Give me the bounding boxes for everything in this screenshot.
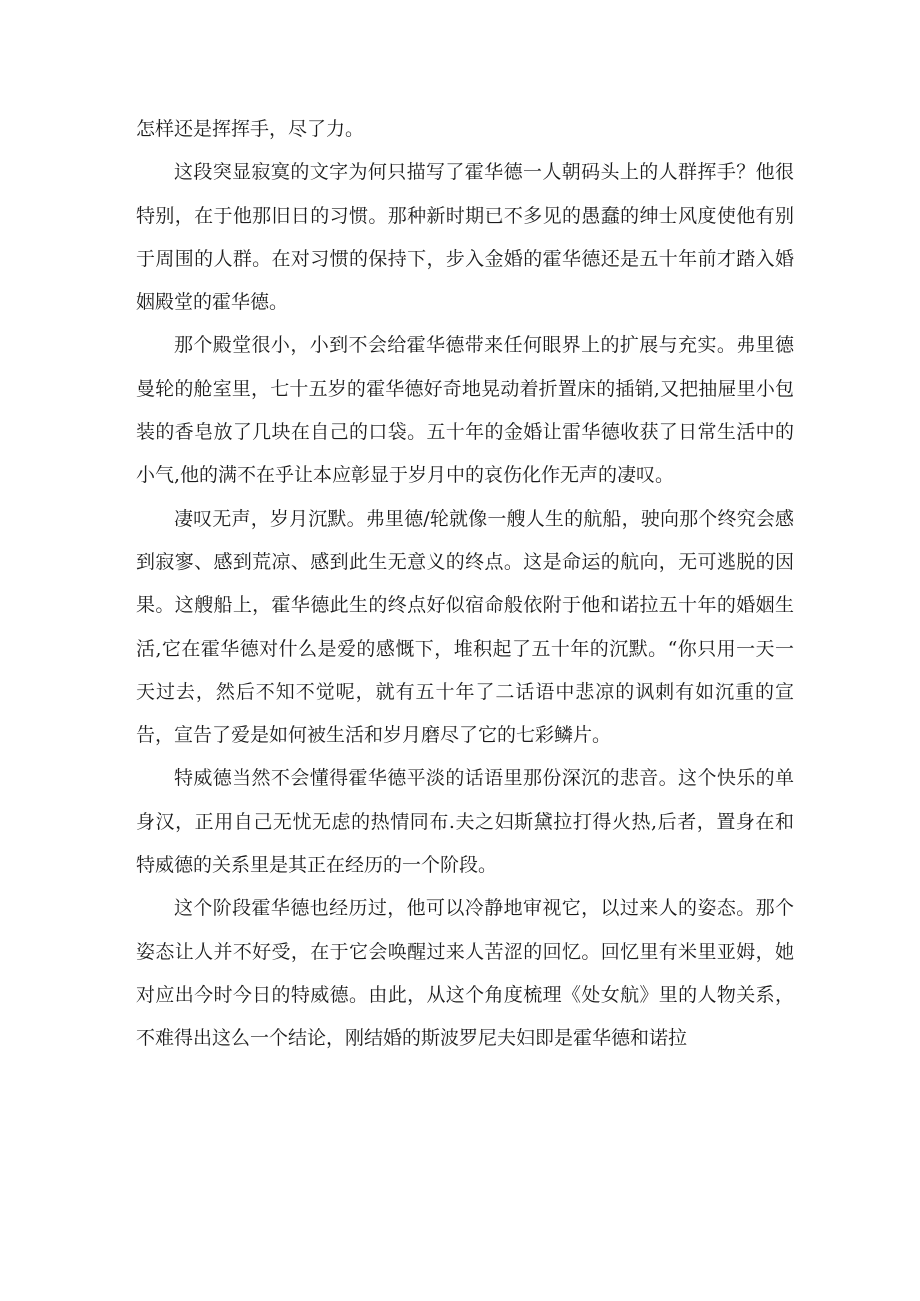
paragraph-continued: 怎样还是挥挥手，尽了力。: [136, 118, 365, 140]
document-page: [136, 108, 794, 1061]
paragraph: 这个阶段霍华德也经历过，他可以冷静地审视它，以过来人的姿态。那个姿态让人并不好受，在于它会唤醒过来人苦涩的回忆。回忆里有米里亚姆，她对应出今时今日的特威德。由此，从这个角度梳理《处女航》里的人物关系，不难得出这么一个结论，刚结婚的斯波罗尼夫妇即是霍华德和诺拉: [136, 897, 794, 1050]
paragraph: 那个殿堂很小，小到不会给霍华德带来任何眼界上的扩展与充实。弗里德曼轮的舱室里，七十五岁的霍华德好奇地晃动着折置床的插销,又把抽屉里小包装的香皂放了几块在自己的口袋。五十年的金婚让雷华德收获了日常生活中的小气,他的满不在乎让本应彰显于岁月中的哀伤化作无声的凄叹。: [136, 334, 794, 487]
paragraph: 这段突显寂寞的文字为何只描写了霍华德一人朝码头上的人群挥手？他很特别，在于他那旧日的习惯。那种新时期已不多见的愚蠢的绅士风度使他有别于周围的人群。在对习惯的保持下，步入金婚的霍华德还是五十年前才踏入婚姻殿堂的霍华德。: [136, 161, 794, 314]
paragraph: 凄叹无声，岁月沉默。弗里德/轮就像一艘人生的航船，驶向那个终究会感到寂寥、感到荒凉、感到此生无意义的终点。这是命运的航向，无可逃脱的因果。这艘船上，霍华德此生的终点好似宿命般依附于他和诺拉五十年的婚姻生活,它在霍华德对什么是爱的感慨下，堆积起了五十年的沉默。“你只用一天一天过去，然后不知不觉呢，就有五十年了二话语中悲凉的讽刺有如沉重的宣告，宣告了爱是如何被生活和岁月磨尽了它的七彩鳞片。: [136, 507, 794, 747]
paragraph: 特威德当然不会懂得霍华德平淡的话语里那份深沉的悲音。这个快乐的单身汉，正用自己无忧无虑的热情同布.夫之妇斯黛拉打得火热,后者，置身在和特威德的关系里是其正在经历的一个阶段。: [136, 767, 794, 877]
